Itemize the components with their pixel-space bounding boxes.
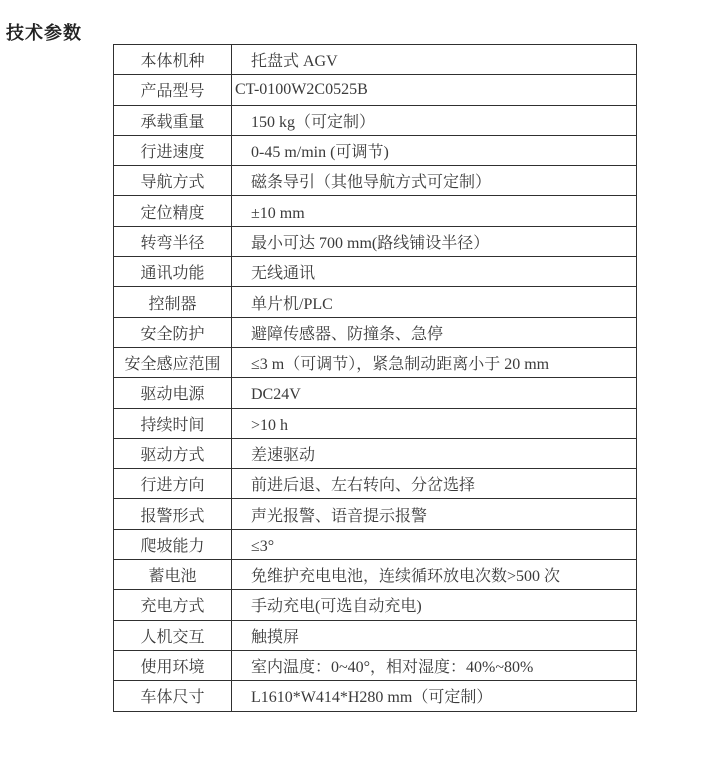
spec-label: 安全感应范围 xyxy=(114,347,232,377)
table-row xyxy=(114,408,637,438)
table-row xyxy=(114,287,637,317)
spec-value: 托盘式 AGV xyxy=(232,45,637,75)
spec-label: 安全防护 xyxy=(114,317,232,347)
table-row xyxy=(114,347,637,377)
spec-value: 无线通讯 xyxy=(232,257,637,287)
spec-label: 驱动电源 xyxy=(114,378,232,408)
spec-label: 行进方向 xyxy=(114,469,232,499)
spec-value: ≤3° xyxy=(232,529,637,559)
spec-label: 持续时间 xyxy=(114,408,232,438)
table-row xyxy=(114,317,637,347)
spec-value: >10 h xyxy=(232,408,637,438)
spec-value: 避障传感器、防撞条、急停 xyxy=(232,317,637,347)
spec-label: 车体尺寸 xyxy=(114,681,232,711)
spec-value: 单片机/PLC xyxy=(232,287,637,317)
table-row xyxy=(114,620,637,650)
table-row xyxy=(114,105,637,135)
spec-label: 报警形式 xyxy=(114,499,232,529)
spec-value: 差速驱动 xyxy=(232,438,637,468)
spec-value: 触摸屏 xyxy=(232,620,637,650)
table-row xyxy=(114,650,637,680)
table-row xyxy=(114,529,637,559)
spec-value: 手动充电(可选自动充电) xyxy=(232,590,637,620)
table-row xyxy=(114,378,637,408)
spec-value: 室内温度：0~40°，相对湿度：40%~80% xyxy=(232,650,637,680)
table-row xyxy=(114,45,637,75)
spec-value: ≤3 m（可调节），紧急制动距离小于 20 mm xyxy=(232,347,637,377)
spec-label: 控制器 xyxy=(114,287,232,317)
page-title: 技术参数 xyxy=(6,23,82,43)
spec-value: 声光报警、语音提示报警 xyxy=(232,499,637,529)
spec-value: ±10 mm xyxy=(232,196,637,226)
spec-label: 人机交互 xyxy=(114,620,232,650)
spec-label: 本体机种 xyxy=(114,45,232,75)
spec-value: 最小可达 700 mm(路线铺设半径） xyxy=(232,226,637,256)
spec-label: 充电方式 xyxy=(114,590,232,620)
table-row xyxy=(114,257,637,287)
table-row xyxy=(114,196,637,226)
table-row xyxy=(114,166,637,196)
table-row xyxy=(114,438,637,468)
spec-value: 免维护充电电池，连续循环放电次数>500 次 xyxy=(232,560,637,590)
spec-value: 前进后退、左右转向、分岔选择 xyxy=(232,469,637,499)
spec-label: 驱动方式 xyxy=(114,438,232,468)
spec-label: 使用环境 xyxy=(114,650,232,680)
spec-label: 转弯半径 xyxy=(114,226,232,256)
spec-label: 爬坡能力 xyxy=(114,529,232,559)
spec-value: CT-0100W2C0525B xyxy=(232,75,637,105)
table-row xyxy=(114,590,637,620)
table-row xyxy=(114,226,637,256)
table-row xyxy=(114,469,637,499)
table-row xyxy=(114,499,637,529)
spec-label: 通讯功能 xyxy=(114,257,232,287)
spec-table xyxy=(113,44,637,712)
table-row xyxy=(114,681,637,711)
table-row xyxy=(114,75,637,105)
spec-label: 蓄电池 xyxy=(114,560,232,590)
spec-value: 0-45 m/min (可调节) xyxy=(232,135,637,165)
spec-label: 导航方式 xyxy=(114,166,232,196)
spec-table-body xyxy=(114,45,637,712)
spec-value: DC24V xyxy=(232,378,637,408)
spec-label: 定位精度 xyxy=(114,196,232,226)
table-row xyxy=(114,560,637,590)
spec-label: 产品型号 xyxy=(114,75,232,105)
spec-value: L1610*W414*H280 mm（可定制） xyxy=(232,681,637,711)
spec-label: 承载重量 xyxy=(114,105,232,135)
spec-label: 行进速度 xyxy=(114,135,232,165)
spec-value: 磁条导引（其他导航方式可定制） xyxy=(232,166,637,196)
spec-value: 150 kg（可定制） xyxy=(232,105,637,135)
table-row xyxy=(114,135,637,165)
